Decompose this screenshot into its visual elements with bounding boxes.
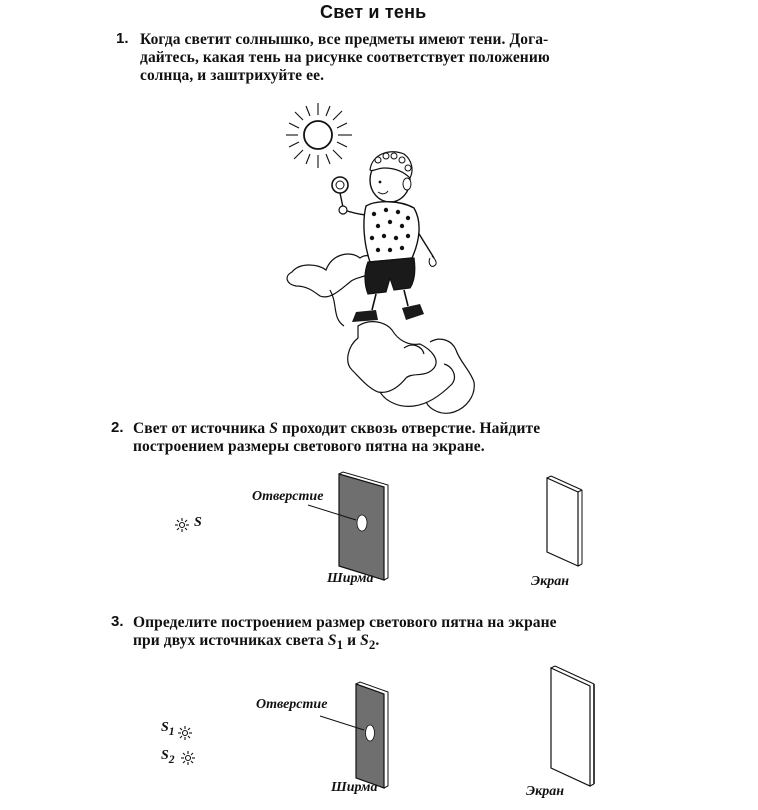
task-2-screen-left-label: Ширма	[327, 571, 374, 586]
task-3-screen-left-label: Ширма	[331, 780, 378, 795]
task-1-number: 1.	[116, 30, 129, 47]
task-3-s1-sub: 1	[336, 637, 344, 653]
task-2-source-variable: S	[269, 420, 278, 437]
task-2-source-label: S	[194, 515, 202, 530]
task-3-s2-sub: 2	[368, 637, 376, 653]
task-2-line-2: построением размеры светового пятна на экране.	[133, 438, 485, 455]
task-3-hole-label: Отверстие	[256, 697, 328, 712]
hole-icon-2	[366, 725, 375, 741]
task-3-source-2-sub: 2	[168, 752, 175, 766]
task-2-screen-right-label: Экран	[531, 574, 569, 589]
task-1-line-2: дайтесь, какая тень на рисунке соответствует положению	[140, 49, 550, 66]
light-source-2-icon	[181, 751, 195, 765]
task-3-source-2-label	[161, 748, 175, 766]
light-source-1-icon	[178, 726, 192, 740]
screen-with-hole-2	[320, 682, 388, 788]
page-title: Свет и тень	[320, 2, 427, 22]
task-1-line-3: солнца, и заштрихуйте ее.	[140, 67, 325, 84]
task-3-source-1-sub: 1	[168, 724, 175, 738]
task-3-source-1-label	[161, 720, 175, 738]
task-3-number: 3.	[111, 613, 124, 630]
task-3-line-2-end: .	[375, 632, 380, 649]
task-3-line-1: Определите построением размер светового пятна на экране	[133, 614, 557, 631]
task-3-line-2-start: при двух источниках света	[133, 632, 328, 649]
task-2-line-1-end: проходит сквозь отверстие. Найдите	[278, 420, 541, 437]
display-screen-2	[551, 666, 594, 786]
task-3-s1: S	[327, 632, 337, 649]
task-3-source-1-letter: S	[161, 720, 169, 735]
task-2-line-1-start: Свет от источника	[133, 420, 270, 437]
task-3-source-2-letter: S	[161, 748, 169, 763]
task-2-hole-label: Отверстие	[252, 489, 324, 504]
task-3-and: и	[343, 632, 361, 649]
task-3-screen-right-label: Экран	[526, 784, 564, 799]
task-1-line-1: Когда светит солнышко, все предметы имеют тени. Дога-	[140, 31, 549, 48]
task-3-s2: S	[360, 632, 369, 649]
task-2-number: 2.	[111, 419, 124, 436]
